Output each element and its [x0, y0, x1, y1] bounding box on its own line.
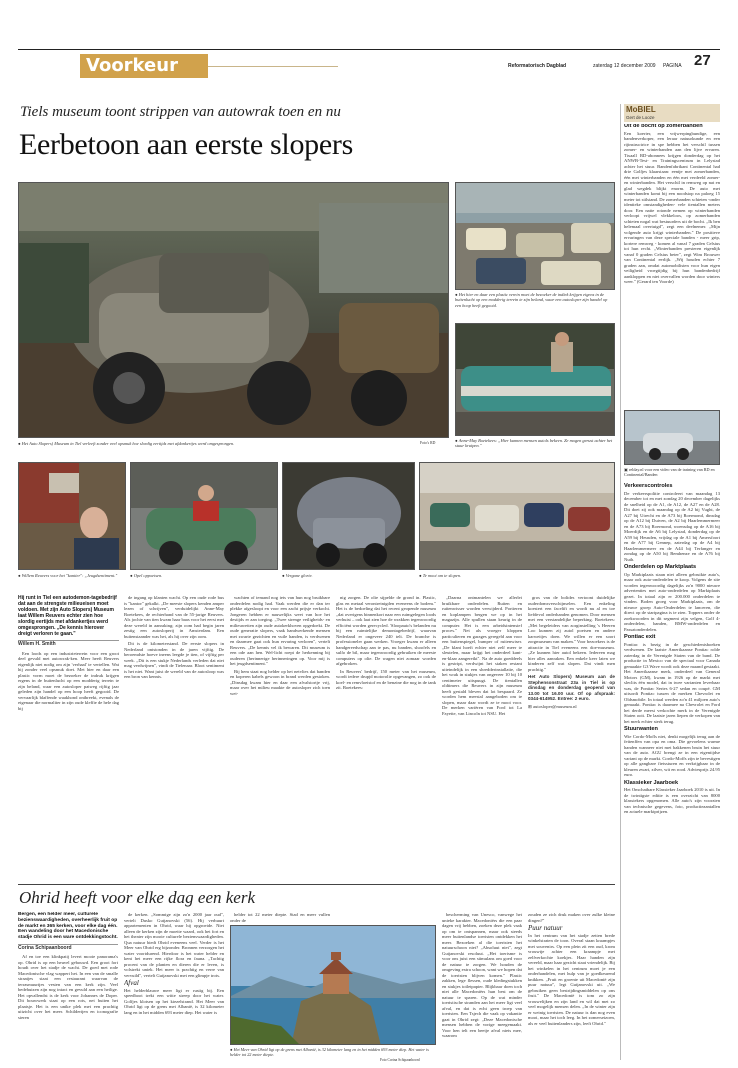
article1-para: Een loods op een industrieterrein voor een groot deel gevuld met autowrak-ken. Meer heeft Reuvers eigenlijk niet nodig om zijn 'verhaal' te vertellen. Wat hij zonder veel opsmuk doet. Met hier en daar een plastic vorm moet de bezoeker de indruk krijgen ergens in de buitenlucht op een modderig terrein te zijn beland, waar een autosloper patweg rijftig jaar geleden zijn handel op een hoop heeft gegooid. De vervaarlijk blaffende waakhond ontbreekt, evenals de eigenaar die normaliter in zijn oude kleffie de hele dag bij [18, 650, 119, 711]
page-label: PAGINA [663, 63, 682, 69]
article1-para: nig zorgen. De olie sijpelde de grond in. Plastic, glas en metaal verontreinigden eveneens de bodem." Het is de bedoeling dat het recent geopende museum „dat overigens binnenkort naar een ruimgelegen loods verhuist – ook laat zien hoe de wrakken tegenwoordig efficiënt worden gerecycled. 'Sloopauto's belanden nu bij een ruimtelijke demontagebedrijf, waarvan Nederland er ongeveer 240 telt. De branche is professioneler gaan werken. Vroeger kwam er alleen handgereedschap aan te pas, nu banden, shoofels en sulfo de bil, maar tegenwoordig gebruiken de meeste computers op olie. De wagen niet zomaar worden afgebroken. [336, 595, 436, 666]
article1-col2 [124, 595, 224, 878]
row-caption-4: ● Te mooi om te slopen. [419, 573, 462, 578]
sidebar-photo [624, 410, 720, 465]
mid-right-photo [455, 323, 615, 436]
article2-intro: Bergen, een helder meer, culturele bezienswaardigheden, overheerlijk fruit op de markt en 365 kerken, voor elke dag één. Een wandeling door het Macedonische stadje Ohrid is een ware ontdekkingstocht. [18, 912, 118, 941]
ohrid-credit: Foto Corina Schipaanboord [380, 1058, 420, 1062]
article1-byline: Willem H. Smith [18, 641, 56, 647]
row-photo-willem [18, 462, 126, 570]
sidebar-author: Gert de Looze [626, 115, 655, 120]
article2-col1 [18, 912, 118, 1060]
sidebar-head-jaarboek: Klassieker Jaarboek [624, 779, 679, 786]
article-divider [18, 884, 615, 885]
article2-col2 [124, 912, 224, 1060]
article1-col6 [528, 595, 615, 878]
row-caption-2: ● Opel oppoetsen. [130, 573, 163, 578]
article2-para: In het centrum van het stadje zetten brede winkelstraten de toon. Overal staan kraampjes met souvenirs. Op een plein zit een oud, krom vrouwtje achter een kraampje met zelfverkochte koekjes. Haar handen zijn vereeld, maar haar gezicht staat vriendelijk. Bij het winkelen in het centrum moet je een onderhandelen, met hulp van je goedkeurend knikken. „Fruit en groente uit Macedonië zijn puur natuur", legt Gutjanovski uit. „We gebruiken geen bestrijdingsmiddelen op ons fruit." De Macedonië is tom zo zijn vrouwelijken en zijn land en wil dat met zo veel mogelijk mensen delen. „In de winter zijn er weinig toeristen. De natuur is dan nog even mooi, maar het toch leeg. In het zomerseizoen, als er veel buitenlanders zijn, leeft Ohrid." [528, 932, 615, 1026]
sidebar-head-winter: Uit de bocht op zomerbanden [624, 124, 703, 129]
article2-para: zouden ze zich druk maken over zulke kleine dingen?" [528, 912, 615, 923]
museum-info: Het Auto Slopers) Museum aan de Stephensonstraat 23a in Tiel is op dinsdag en donderdag geopend van 13.00 tot 16.00 uur. Of op afspraak: 0344-614952. Entree: 2 euro. [528, 674, 615, 701]
article2-headline: Ohrid heeft voor elke dag een kerk [19, 888, 256, 907]
mid-right-photo-illustration [456, 324, 615, 436]
sidebar-col-bottom [624, 481, 720, 1063]
sidebar-pontiac-text: Pontiac is bezig in de geschiedenisboeken verdwenen. De laatste Amerikaanse Pontiac rolde zaterdag in de Verenigde Staten van de band. De productie in Mexico van de speciaal voor Canada gemaakte G3 Wave wordt ook deze maand gestaakt. Het Amerikaanse merk, onderdeel van General Motors (GM), kwam in 1926 op de markt met sleclits één model, dat in twee varianten leverbaar was, de Pontiac Series 6-27 sedan en coupé. GM uitsordt Pontiac tussen de merken Chevrolet en Oldsmobile. In totaal werden zo'n 41 miljoen auto's gemaakt. Pontiac is daarmee na Chevrolet en Ford het derde meest verkochte merk in de Verenigde Staten ooit. De laatste jaren liepen de verkopen van het merk echter sterk terug. [624, 641, 720, 724]
article1-para: „Daarna ontmantelen we allerlei bruikbare onderdelen. Ruiten en ruitenwisser worden verwijderd. Portieren en koplampen bergen we op in het magazijn. Alle spullen staan keurig in de computer. Het is een arbeidsintensief proces." Net als vroeger kloppen particulieren en garages geregeld aan voor een buitenspiegel, bumper of ruitenwiser. „De klant hoeft echter niet zelf meer te sleutelen, maar krijgt het onderdeel kant-en-klaar aangereikt". Na de auto goeddeels is gestript, verdwijnt het staken restant uiteindelijk in een shredderinstallatie, die het wrak in stukjes van ongeveer 10 bij 10 centimeter uitspuugt. De tientallen oldtimers die Reuvers in zijn museum heeft gestald bleven dat lot bespaard. Ze worden hem meestal aangeboden om te slopen, maar daar wordt ze te mooi voor. De merken variëren van Ford tot La Fayette, van Lincoln tot NSU. Het [442, 595, 522, 716]
ohrid-caption: ● Het Meer van Ohrid ligt op de grens met Albanië, is 32 kilometer lang en in het midden 693 meter diep. Het water is helder tot 22 meter diepte. [230, 1047, 429, 1057]
sidebar-label: MoBIEL [626, 105, 656, 114]
article2-para: bescherming van Unesco, vanwege het unieke karakter. Macedoniërs die een paar dagen vrij hebben, zoeken deze plek vaak op om te ontspannen, maar ook steeds meer buitenlandse toeristen ontdekken het meer. Bezoeken al die toeristen het natuurschoon niet? „Absoluut niet", zegt Gutjanovski resoluut. „Het toerisme is voor ons juist een stimulans om goed voor de natuur te zorgen. We houden de omgeving extra schoon, want we hopen dat de toeristen blijven komen." Plastic zakken, lege flessen, oude kledingstukken en stukjes toiletpapier. Blijkbaar doen toch niet alle Macedoniërs hun best om de natuur te sparen. Op de wat minder toeristische stranden aan het meer ligt veel afval, en dat is echt geen troep van toeristen. Een Tsjech die vaak op vakantie gaat in Ohrid zegt: „Deze Macedonische mensen hebben de vorige meegemaakt. Voor hen telt een beetje afval niets mee, waarom [442, 912, 522, 1038]
sidebar-stuur-text: Wie Cordo-Mofls niet, denkt mogelijk terug aan de feitenffen van opa en oma. Die gevoelens warme handen wanneer niet met bakkenen bruin het stuur van de auto. AGU brengt ze in een eigentijdse variant op de markt. Cordo-Moffs zijn te bevestigen op alle gangbare fietssturen en verkrijgbaar in de kleuren zwart, zilver, wit en rood. Adviesprijs 24.95 euro. [624, 733, 720, 777]
article2-para: helder tot 22 meter diepte. Stad en meer vullen onder de [230, 912, 330, 923]
article1-para: In Reuvers' bedrijf, 150 meter van het museum, wordt iedere drupjd motorolie opgevangen, zo ook de koel- en remvloeistof en de benzine die nog in de tank zit. Boetekees: [336, 668, 436, 690]
article1-headline: Eerbetoon aan eerste slopers [19, 128, 353, 161]
main-photo [18, 182, 449, 438]
main-photo-caption: ● Het Auto Slopers) Museum in Tiel verleeft zonder veel opsmuk hoe slordig eertijds met afdankertjes werd omgesprongen. [18, 441, 235, 446]
paper-name: Reformatorisch Dagblad [508, 63, 567, 69]
top-right-photo-illustration [456, 183, 615, 290]
top-right-photo [455, 182, 615, 290]
ohrid-photo-illustration [231, 926, 436, 1045]
article1-para: wachten of iemand nog iets van hun nog bruikbare onderdelen nodig had. Vaak werden die er dan ter plekke afgesloopt en voor een zacht prijsje verkocht. Jongeren hebben er nauwelijks weet van hoe het destijds er aan toeging. „Twee strenge veiligheids- en milieuwetten zijn oude autokerkhoven opgedoekt. De oude generatie slopers, vaak handwerkende mensen met zwarte gezichten en vuile handen, is verdwenen en daarmee gaat ook hun ervaring verloren", vertelt Reuvers. „De kennis vel ik bewaren. Dit museum is een ode aan hen. Wel-licht roept de herkenning bij ouderen (herinnerige herinneringen op. Voor mij is het jeugdsentiment." [230, 595, 330, 666]
article1-col1 [18, 595, 119, 878]
museum-link[interactable]: autosloper@museum.nl [533, 703, 577, 709]
section-label: Voorkeur [80, 54, 208, 78]
sidebar-head-stuur: Stuurwanten [624, 726, 658, 732]
article1-para: Dit is de kilometerstand. De eerste slopers in Nederland ontstonden in de jaren vijftig. De beroemdste hoeve ineens leegde je tien, of vijftig per week. „Dit is een stukje Nederlands verleden dat niet mag verdwijnen", vindt de Tielenaar. Bloot sentiment is het niet. Want juist de wereld van de autosloop was een bron van kennis. [124, 641, 224, 679]
sidebar-col-top [624, 124, 720, 410]
sidebar-head-pontiac: Pontiac exit [624, 634, 656, 640]
article1-para: gros van de bolides vertoont duidelijke ouderdomsverschijnselen. Een enkeling koestert een facelift en wordt nu al en toe liefdevol onderhanden genomen. Door mensen met een verstandelijke beperking. Boetekees: „Met begeleiders van zorginstelling 's Heeren Loo kunnen zij autol poetsen en andere karweitjes doen. We willen er een soort zorgmuseum van maken." Voor bezoekers is de attractie in Tiel eveneens een doe-museum. „Ze kunnen hier autol bekeen. Iedereen mag hier alles aanraken. Een enkele keer laten we kinderen zelf wat slopen. Dat vindt men prachtig." [528, 595, 615, 672]
article2-col4 [442, 912, 522, 1060]
video-icon: ▣ [624, 467, 630, 472]
top-right-caption: ● Het hier en daar een plastic verein moet de bezoeker de indiek krijgen eigens in de buitenlucht op een modderig terrein te zijn beland, waar een autosloper zijn handel op een hoop heeft gegooid. [455, 292, 608, 308]
page-number: 27 [694, 52, 711, 69]
mid-right-caption: ● Anne-May Boetekees: „Hier kunnen mensen autols bekeen. Ze mogen gerust achter het stuur kruipen." [455, 438, 613, 449]
row-photo-vergane-illustration [283, 463, 415, 570]
ohrid-photo [230, 925, 436, 1045]
article1-col5 [442, 595, 522, 878]
sidebar-photo-illustration [625, 411, 720, 465]
article1-kicker: Tiels museum toont strippen van autowrak toen en nu [20, 104, 341, 120]
row-caption-1: ● Willem Reuvers voor het "kantier": „Jeugdsentiment." [18, 573, 118, 578]
article2-byline: Corina Schipaanboord [18, 944, 72, 951]
subhead-natuur: Puur natuur [528, 924, 563, 932]
main-photo-illustration [19, 183, 449, 438]
row-photo-slopen-illustration [420, 463, 615, 570]
row-photo-slopen [419, 462, 615, 570]
sidebar-onderdelen-text: Op Marktplaats staan niet alleen gebruikte auto's, maar ook auto-onderdelen te koop. Volgens de site worden tegenwoordig dagelijks zo'n 9000 nieuwe advertenties met auto-onderdelen op Marktplaats gezet. In totaal zijn er 200.000 onderdelen te vinden. Boden groeg voor Marktplaats, om de nieuwe groep Auto-Onderdelen te lanceren, die direct op de startpagina is te zien. Toppers onder de zoekwoorden in dit segment zijn velgen, Golf 4-onderdelen, banden, BMW-onderdelen en Passatonderdelen. [624, 571, 720, 632]
article2-para: de kerken. „Sommige zijn zo'n 2000 jaar oud", vertelt Dusko Gutjanovski (56). Hij verhuurt appartementen in Ohrid, waar hij opgroeide. Niet alleen de kerken zijn de moeite waard, ook het fort en het theater zijn mooie culturele bezienswaardigheden. Qua natuur biedt Ohrid eveneens veel. Verder is het Meer van Ohrid erg bijzonder. Bronnen verzorgen het water voortdurend. Hierdoor is het water helder en kent het meer een rijke flora en fauna. „Tachtig procent van de planten en dieren die er leven, is volstrekt uniek. Het meer is prachtig en verre van vervuild", vertelt Gutjanovski met een glimpje trots. [124, 912, 224, 978]
sidebar-jaarboek-text: Het Onschatbare Klassieker Jaarboek 2010 is uit. In de twintigste editie is een overzicht van 8000 klassiekers opgenomen. Alle auto's zijn voorzien van technische gegevens, foto, productieaantallen en actuele marktprijzen. [624, 787, 720, 814]
section-rule [208, 66, 338, 67]
sidebar-divider [620, 104, 621, 1060]
sidebar-winter-text: Een koerier, een vrijwerpingbundige, een bandenverkoper, een leraar natuurkunde en een rijinstructrice in spe hebben het verschil tussen zomer- en winterbanden aan den lijve ervaren. Tixaall RD-abonnees krijgen donderdag op het ANWB-Test- en Trainingscentrum in Lelystad achter het stuur. Bandenfabrikant Continental had drie Golfjes klaarstaan: eentje met zomerbanden, één met winterbanden en één met verdeeld zomer- en winterbanden. Het verschil in remweg op nat en glad wegdek blijkt enorm. De auto met winterbanden komt bij een noodstop na paloeg 15 meter tot stilstand. De zomerbanden schieten -onder identieke omstandigheden- vele tientallen meters door. Een natte rotonde nemen op winterbanden verloopt vrijwel vlekkeloos, op zomerbanden schieten nogal wat bestuurders uit de bocht. „Ik ben helemaal overtuigd", zegt een deelnemer. „Mijn volgende auto krijgt winterbanden." De positieve ervaringen van deze speciale banden - meer grip, kortere remweg - komen al vanaf 7 graden Celsius tot hun recht. „Winterbanden presteren eigenlijk vanaf 0 graden Celsius beter", zegt Wim Brouwer van Continental eerlijk. „Wij houden echter 7 graden aan, omdat automobilisten voor hun eigen veiligheid vroegtijdig bij hun bandenbedrijf aankloppen en niet overvallen worden door winters weer." (Gerard ten Voorde) [624, 130, 720, 284]
sidebar-verkeer-text: De verkeerspolitie controleert van maandag 13 december tot en met zondag 20 december dagelijks de snelheid op de A1, de A12, de A27 en de A28. Dit doet zij ook maandag op de A2 bij Vught, de A27 bij Utrecht en de A73 bij Roermond, dinsdag op de A12 bij Duiven, de A2 bij Haarlemmermeer en de A73 bij Roermond, woensdag op de A16 bij Moerdijk en de A6 bij Lelystad, donderdag op de A59 bij Heusden, vrijdag op de A1 bij Amersfoort en de A77 bij Gennep, zaterdag op de A4 bij Haarlemmermeer en de A44 bij Terfanger en zondag op de A50 bij Bemhenze en de A76 bij Nuth. [624, 490, 720, 562]
article1-intro: Hij runt in Tiel een autodemon-tagebedrijf dat aan de strengste milieueisen moet voldoen. Met zijn Auto Slopers) Museum laat Willem Reuvers echter zien hoe slordig eertijds met afdankertjes werd omgesprongen. „De kennis hierover dreigt verloren te gaan." [18, 595, 117, 637]
sidebar-photo-caption[interactable]: ▣ relday.nl voor een video van de training van RD en Continental/Banden [624, 467, 715, 478]
article2-col5 [528, 912, 615, 1060]
sidebar-header [624, 104, 720, 122]
article2-para: Af en toe een klinkpatij levert mooie panorama's op. Ohrid is op een heuvel gebouwd. Een groot fort houdt over het stadje de wacht. De goed met rode Macedonische vlag wappert het. In een van de smalle straatjes staat een restaurant waarvan de terrasmuurtjes vesten van een kerk zijn. Veel bedehuizen zijn nog intact en gevuld aan een heilige. Het opvallendst is de kerk voor Johannes de Doper. Dit bouwwerk staat op een rots, net buiten het plaatsje. Het is een unike plek met een prachtig uitzicht over het meer. Schilderijen en iconografie sieren [18, 954, 118, 1020]
sidebar-head-verkeer: Verkeerscontroles [624, 483, 673, 489]
row-photo-opel [130, 462, 278, 570]
section-top-rule [18, 49, 720, 50]
masthead [18, 42, 720, 78]
article1-para: Bij hem staat nog helder op het netvlies dat banden en koperen kabels gewoon in brand werden gestoken. „Dinsdag kwam hier en daar een afvalstortje vrij, maar over het milieu maakte de autosloper zich toen wei- [230, 668, 330, 696]
row-photo-willem-illustration [19, 463, 126, 570]
link-icon: ⊞ [528, 703, 533, 709]
issue-date: zaterdag 12 december 2009 [593, 63, 656, 69]
row-photo-opel-illustration [131, 463, 278, 570]
row-caption-3: ● Vergane glorie. [282, 573, 313, 578]
subhead-afval: Afval [124, 979, 139, 987]
sidebar-head-onderdelen: Onderdelen op Marktplaats [624, 564, 697, 570]
photo-credit: Foto's RD [420, 441, 436, 445]
article1-col4 [336, 595, 436, 878]
row-photo-vergane [282, 462, 415, 570]
article1-col3 [230, 595, 330, 878]
article2-para: Het helderblauwe meer ligt er rustig bij. Een speedboot trekt een witte streep door het water. Golfjes klotsen op het kiezelstrand. Het Meer van Ohrid ligt op de grens met Albanië, is 32 kilometer lang en in het midden 693 meter diep. Het water is [124, 987, 224, 1015]
article1-para: de ingang op klanten wacht. Op een oude rode bus is "kantor" gekalkt. „De meeste slopers kenden amper lezen of schrijven", verduidelijkt Anne-May Boetekees, de rechterhand van de 55-jarige Reuvers. Als jochie van tien kwam haar baas voor het eerst met deze wereld in aanraking; zijn oom had begin jaren zestig een autosloperij in Amsterdam. Een buitenstaander was het, als hij over zijn oom. [124, 595, 224, 639]
